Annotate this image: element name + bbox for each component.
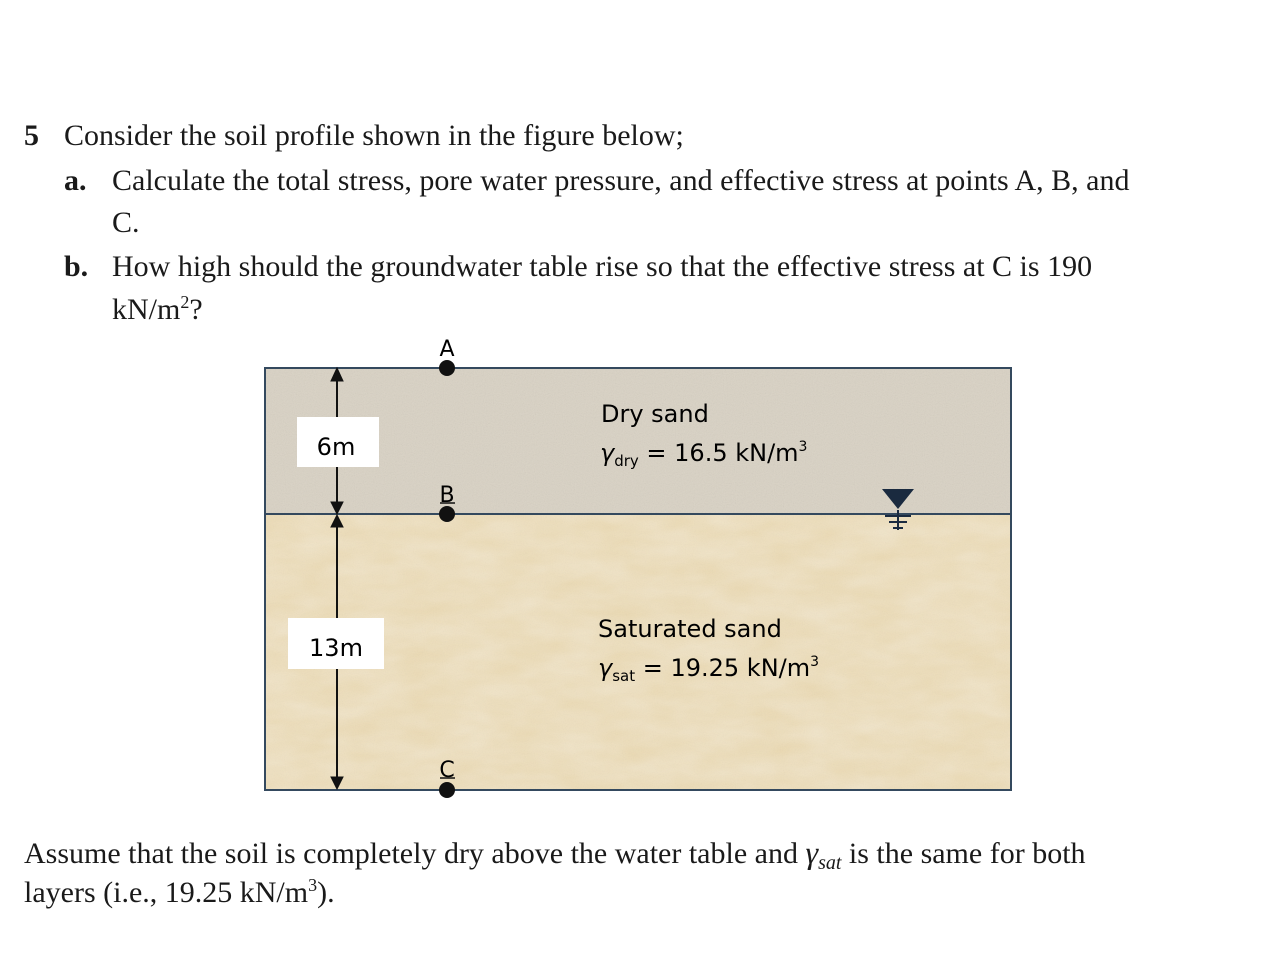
point-c-marker — [439, 782, 455, 798]
dry-layer-unit-weight: $\gamma_{dry} = 16.5$ $kN/m^3$ — [600, 439, 808, 470]
dim-label-6m: 6m — [316, 433, 356, 461]
sat-layer-unit-weight: $\gamma_{sat} = 19.25$ $kN/m^3$ — [598, 654, 820, 685]
point-b-marker — [439, 506, 455, 522]
question-stem: Consider the soil profile shown in the figure below; — [64, 119, 684, 152]
point-c-label: C — [439, 758, 455, 783]
part-a-text: Calculate the total stress, pore water pressure, and effective stress at points A, B, and — [112, 164, 1130, 197]
question-number: 5 — [24, 119, 39, 152]
dry-layer-name: Dry sand — [601, 400, 709, 428]
point-a-marker — [439, 360, 455, 376]
part-b-text: How high should the groundwater table rise so that the effective stress at C is 190 — [112, 250, 1093, 283]
part-b-label: b. — [64, 250, 89, 283]
part-a-text-cont: C. — [112, 206, 140, 239]
point-a-label: A — [439, 337, 455, 362]
dim-label-13m: 13m — [309, 634, 363, 662]
point-b-label: B — [439, 483, 455, 508]
sat-layer-name: Saturated sand — [598, 615, 782, 643]
soil-profile-figure — [0, 330, 1284, 810]
part-a-label: a. — [64, 164, 87, 197]
assumption-note-cont: layers (i.e., 19.25 $kN/m^3$). — [24, 875, 335, 909]
part-b-text-cont: $kN/m^2$? — [112, 292, 203, 326]
assumption-note: Assume that the soil is completely dry above the water table and $\gamma_{sat}$ is the same for both — [24, 834, 1086, 874]
